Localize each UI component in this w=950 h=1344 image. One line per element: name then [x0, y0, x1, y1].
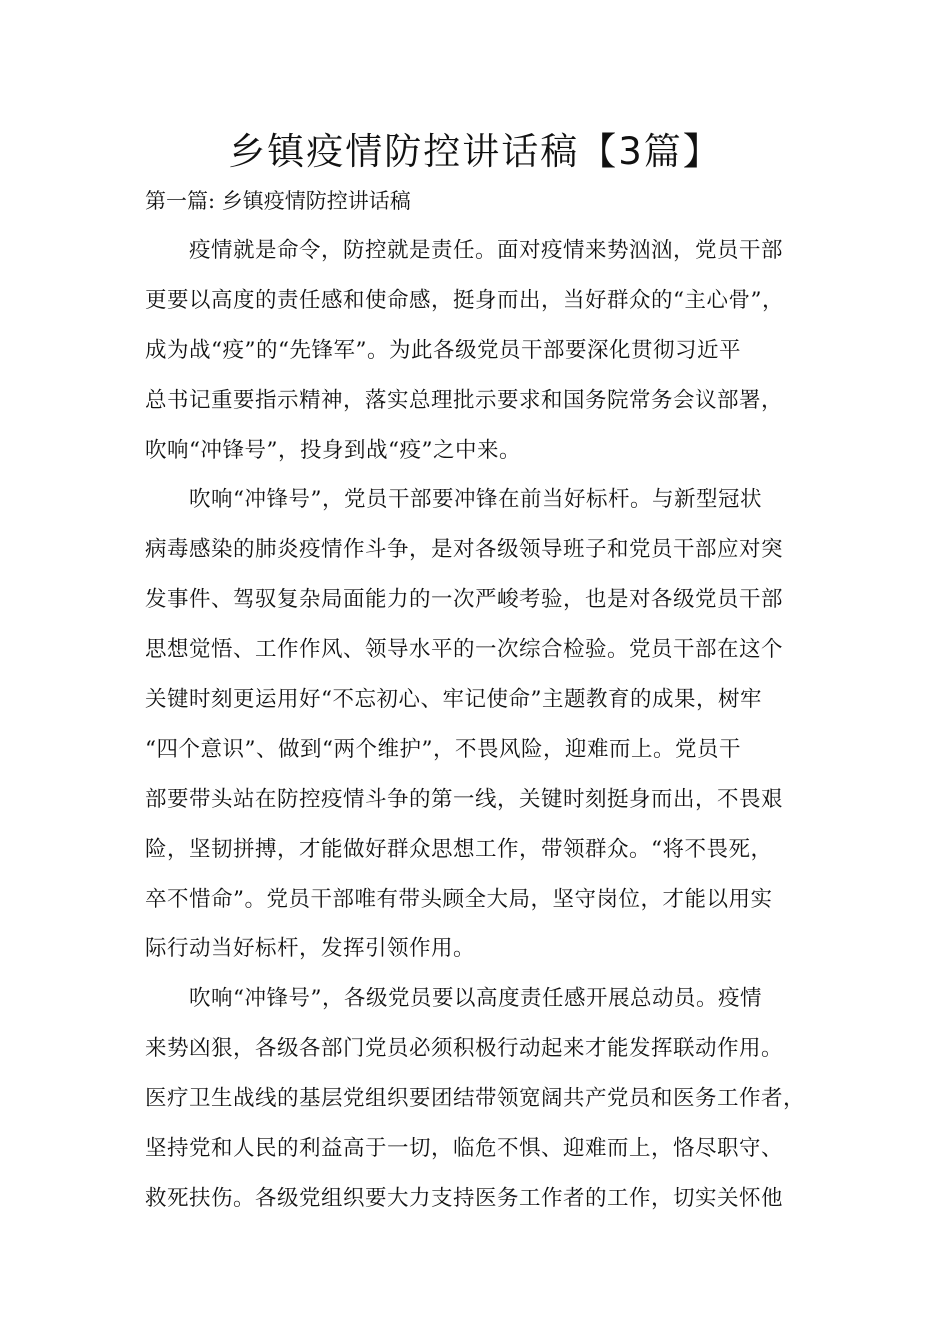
text-line: “四个意识”、做到“两个维护”，不畏风险，迎难而上。党员干	[145, 736, 741, 762]
document-body	[145, 232, 825, 1230]
section-heading: 第一篇: 乡镇疫情防控讲话稿	[145, 189, 411, 213]
text-line: 救死扶伤。各级党组织要大力支持医务工作者的工作，切实关怀他	[145, 1185, 784, 1211]
text-line: 坚持党和人民的利益高于一切，临危不惧、迎难而上，恪尽职守、	[145, 1136, 784, 1162]
text-line: 疫情就是命令，防控就是责任。面对疫情来势汹汹，党员干部	[189, 238, 784, 263]
text-line: 发事件、驾驭复杂局面能力的一次严峻考验，也是对各级党员干部	[145, 587, 784, 613]
text-line: 吹响“冲锋号”，党员干部要冲锋在前当好标杆。与新型冠状	[189, 487, 762, 513]
text-line: 吹响“冲锋号”，各级党员要以高度责任感开展总动员。疫情	[189, 986, 762, 1012]
text-line: 际行动当好标杆，发挥引领作用。	[145, 936, 476, 962]
text-line: 卒不惜命”。党员干部唯有带头顾全大局，坚守岗位，才能以用实	[145, 886, 773, 912]
text-line: 总书记重要指示精神，落实总理批示要求和国务院常务会议部署，	[145, 387, 784, 413]
paragraph-2	[145, 481, 825, 980]
text-line: 险，坚韧拼搏，才能做好群众思想工作，带领群众。“将不畏死，	[145, 836, 773, 862]
text-line: 思想觉悟、工作作风、领导水平的一次综合检验。党员干部在这个	[145, 637, 784, 663]
text-line: 来势凶狠，各级各部门党员必须积极行动起来才能发挥联动作用。	[145, 1036, 784, 1062]
text-line: 部要带头站在防控疫情斗争的第一线，关键时刻挺身而出，不畏艰	[145, 786, 784, 812]
paragraph-1	[145, 232, 825, 481]
text-line: 更要以高度的责任感和使命感，挺身而出，当好群众的“主心骨”，	[145, 287, 784, 313]
text-line: 成为战“疫”的“先锋军”。为此各级党员干部要深化贯彻习近平	[145, 337, 741, 363]
paragraph-3	[145, 980, 825, 1229]
text-line: 关键时刻更运用好“不忘初心、牢记使命”主题教育的成果，树牢	[145, 687, 762, 713]
text-line: 吹响“冲锋号”，投身到战“疫”之中来。	[145, 437, 521, 463]
text-line: 病毒感染的肺炎疫情作斗争，是对各级领导班子和党员干部应对突	[145, 537, 784, 563]
text-line: 医疗卫生战线的基层党组织要团结带领宽阔共产党员和医务工作者，	[145, 1086, 806, 1112]
document-title: 乡镇疫情防控讲话稿【3篇】	[228, 130, 722, 173]
